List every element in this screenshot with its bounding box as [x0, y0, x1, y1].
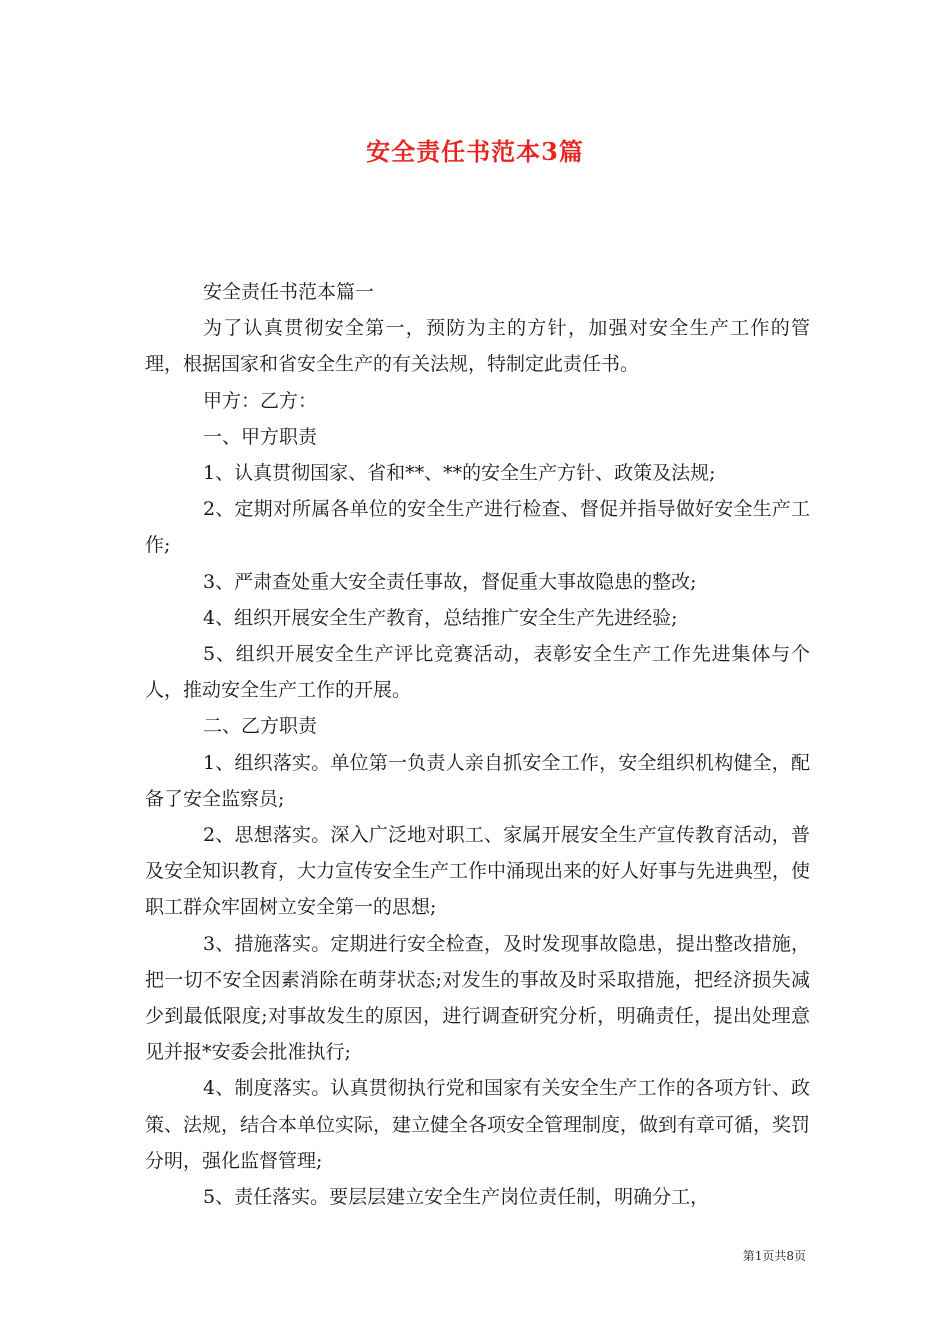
paragraph-intro: 为了认真贯彻安全第一，预防为主的方针，加强对安全生产工作的管理，根据国家和省安全生产的有关法规，特制定此责任书。	[145, 317, 810, 376]
document-title: 安全责任书范本3篇	[366, 137, 584, 166]
paragraph-party-b-item-2: 2、思想落实。深入广泛地对职工、家属开展安全生产宣传教育活动，普及安全知识教育，大力宣传安全生产工作中涌现出来的好人好事与先进典型，使职工群众牢固树立安全第一的思想;	[145, 824, 811, 919]
paragraph-party-a-item-3: 3、严肃查处重大安全责任事故，督促重大事故隐患的整改;	[203, 570, 697, 593]
paragraph-party-b-item-3: 3、措施落实。定期进行安全检查，及时发现事故隐患，提出整改措施，把一切不安全因素消除在萌芽状态;对发生的事故及时采取措施，把经济损失减少到最低限度;对事故发生的原因，进行调查研究分析，明确责任，提出处理意见并报*安委会批准执行;	[145, 932, 810, 1064]
section-heading-party-a: 一、甲方职责	[203, 425, 318, 448]
paragraph-party-a-item-1: 1、认真贯彻国家、省和**、**的安全生产方针、政策及法规;	[203, 462, 716, 485]
paragraph-heading-part-1: 安全责任书范本篇一	[203, 281, 375, 303]
paragraph-party-b-item-5: 5、责任落实。要层层建立安全生产岗位责任制，明确分工，	[203, 1186, 710, 1209]
paragraph-party-b-item-1: 1、组织落实。单位第一负责人亲自抓安全工作，安全组织机构健全，配备了安全监察员;	[145, 751, 810, 810]
section-heading-party-b: 二、乙方职责	[203, 715, 318, 738]
paragraph-parties: 甲方：乙方：	[203, 389, 318, 412]
page-number: 第1页共8页	[742, 1249, 806, 1263]
document-body	[145, 274, 810, 1215]
paragraph-party-a-item-5: 5、组织开展安全生产评比竞赛活动，表彰安全生产工作先进集体与个人，推动安全生产工作的开展。	[145, 643, 810, 702]
paragraph-party-a-item-4: 4、组织开展安全生产教育，总结推广安全生产先进经验;	[203, 606, 678, 629]
paragraph-party-b-item-4: 4、制度落实。认真贯彻执行党和国家有关安全生产工作的各项方针、政策、法规，结合本单位实际，建立健全各项安全管理制度，做到有章可循，奖罚分明，强化监督管理;	[145, 1077, 811, 1172]
paragraph-party-a-item-2: 2、定期对所属各单位的安全生产进行检查、督促并指导做好安全生产工作;	[145, 498, 810, 557]
